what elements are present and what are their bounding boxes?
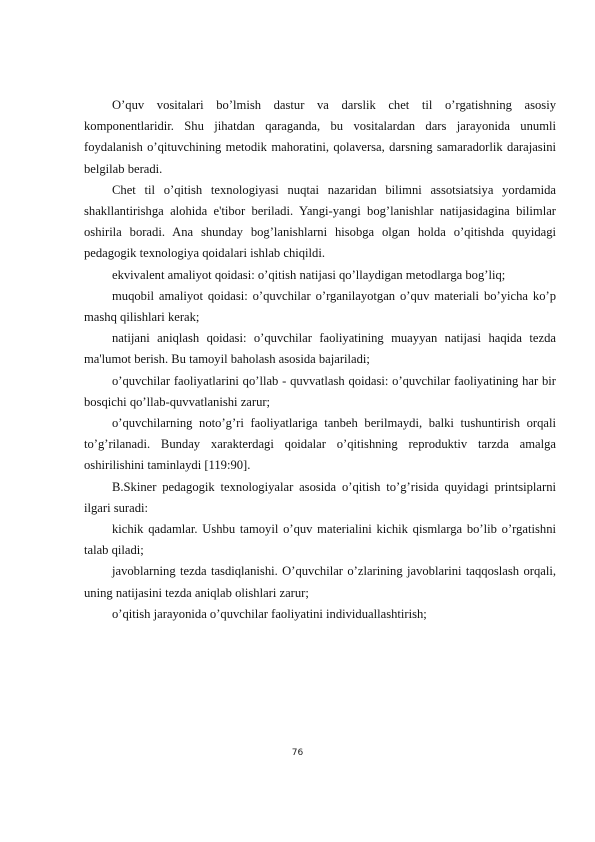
rule-alternative-practice: muqobil amaliyot qoidasi: o’quvchilar o’rganilayotgan o’quv materiali bo’yicha ko’p mashq qilishlari kerak; [84, 288, 556, 325]
paragraph-technology: Chet til o’qitish texnologiyasi nuqtai nazaridan bilimni assotsiatsiya yordamida shakllantirishga alohida e'tibor beriladi. Yangi-yangi bog’lanishlar natijasidagina bilimlar oshirila boradi. Ana shunday bog’lanishlarni hisobga olgan holda o’qitishda quyidagi pedagogik texnologiya qoidalari ishlab chiqildi. [84, 182, 556, 261]
page-number: 76 [291, 748, 304, 758]
paragraph-skinner: B.Skiner pedagogik texnologiyalar asosida o’qitish to’g’risida quyidagi printsiplarni ilgari suradi: [84, 479, 556, 515]
principle-individualization: o’qitish jarayonida o’quvchilar faoliyatini individuallashtirish; [112, 606, 427, 621]
rule-activity-support: o’quvchilar faoliyatlarini qo’llab - quvvatlash qoidasi: o’quvchilar faoliyatining har bir bosqichi qo’llab-quvvatlanishi zarur; [84, 373, 556, 409]
text-body [84, 95, 556, 625]
paragraph-intro: O’quv vositalari bo’lmish dastur va darslik chet til o’rgatishning asosiy komponentlaridir. Shu jihatdan qaraganda, bu vositalardan dars jarayonida unumli foydalanish o’qituvchining metodik mahoratini, qolaversa, darsning samaradorlik darajasini belgilab beradi. [84, 98, 556, 176]
principle-quick-confirmation: javoblarning tezda tasdiqlanishi. O’quvchilar o’zlarining javoblarini taqqoslash orqali, uning natijasini tezda aniqlab olishlari zarur; [84, 564, 556, 600]
principle-small-steps: kichik qadamlar. Ushbu tamoyil o’quv materialini kichik qismlarga bo’lib o’rgatishni talab qiladi; [84, 522, 556, 558]
rule-result-detection: natijani aniqlash qoidasi: o’quvchilar faoliyatining muayyan natijasi haqida tezda ma'lumot berish. Bu tamoyil baholash asosida bajariladi; [84, 331, 556, 367]
paragraph-correction: o’quvchilarning noto’g’ri faoliyatlariga tanbeh berilmaydi, balki tushuntirish orqali to’g’rilanadi. Bunday xarakterdagi qoidalar o’qitishning reproduktiv tarzda amalga oshirilishini taminlaydi [119:90]. [84, 416, 556, 473]
rule-equivalent-practice: ekvivalent amaliyot qoidasi: o’qitish natijasi qo’llaydigan metodlarga bog’liq; [112, 267, 506, 282]
